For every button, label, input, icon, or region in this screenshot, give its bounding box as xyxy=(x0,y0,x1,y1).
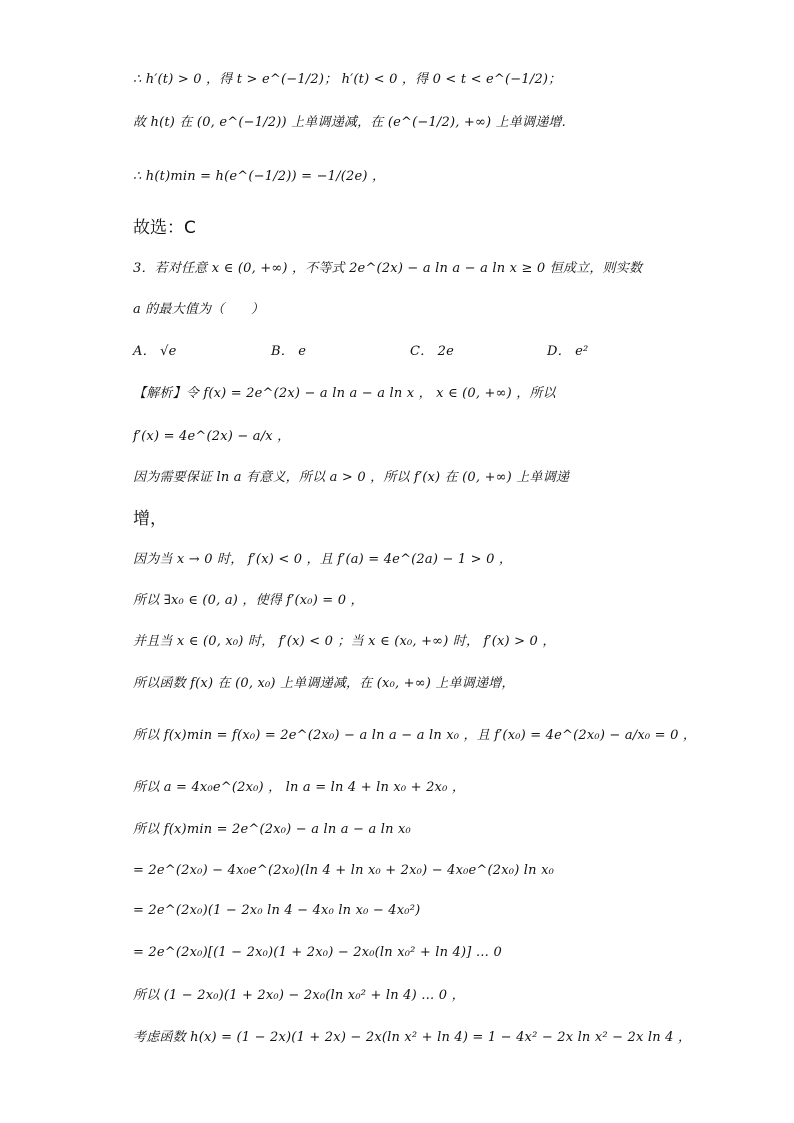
text-line: f′(x) = 4e^(2x) − a/x ， xyxy=(133,429,291,444)
text-line: 故 h(t) 在 (0, e^(−1/2)) 上单调递减，在 (e^(−1/2), +∞) 上单调递增. xyxy=(133,115,566,130)
text-line: 并且当 x ∈ (0, x₀) 时， f′(x) < 0 ；当 x ∈ (x₀, +∞) 时， f′(x) > 0 ， xyxy=(133,634,556,649)
text-line: 所以函数 f(x) 在 (0, x₀) 上单调递减，在 (x₀, +∞) 上单调递增， xyxy=(133,676,515,691)
equation-line: = 2e^(2x₀)(1 − 2x₀ ln 4 − 4x₀ ln x₀ − 4x₀²) xyxy=(133,903,421,918)
text-line: 因为当 x → 0 时， f′(x) < 0 ，且 f′(a) = 4e^(2a) − 1 > 0 ， xyxy=(133,552,513,567)
option-b: B． e xyxy=(271,344,307,359)
text-line: 考虑函数 h(x) = (1 − 2x)(1 + 2x) − 2x(ln x² + ln 4) = 1 − 4x² − 2x ln x² − 2x ln 4 ， xyxy=(133,1030,692,1045)
text-line: 所以 ∃x₀ ∈ (0, a) ，使得 f′(x₀) = 0 ， xyxy=(133,593,364,608)
text-line: 增， xyxy=(133,509,167,529)
text-line: 所以 f(x)min = f(x₀) = 2e^(2x₀) − a ln a − a ln x₀ ，且 f′(x₀) = 4e^(2x₀) − a/x₀ = 0 ， xyxy=(133,728,697,743)
text-line: 所以 a = 4x₀e^(2x₀) ， ln a = ln 4 + ln x₀ + 2x₀ ， xyxy=(133,780,466,795)
text-line: 所以 (1 − 2x₀)(1 + 2x₀) − 2x₀(ln x₀² + ln 4) … 0 ， xyxy=(133,988,465,1003)
text-line: 故选：C xyxy=(133,218,196,238)
text-line: 【解析】令 f(x) = 2e^(2x) − a ln a − a ln x ， x ∈ (0, +∞) ，所以 xyxy=(133,386,556,401)
text-line: ∴ h(t)min = h(e^(−1/2)) = −1/(2e) ， xyxy=(133,169,386,184)
text-line: ∴ h′(t) > 0 ，得 t > e^(−1/2)； h′(t) < 0 ，得 0 < t < e^(−1/2)； xyxy=(133,72,562,87)
equation-line: = 2e^(2x₀)[(1 − 2x₀)(1 + 2x₀) − 2x₀(ln x₀² + ln 4)] … 0 xyxy=(133,945,502,960)
text-line: 所以 f(x)min = 2e^(2x₀) − a ln a − a ln x₀ xyxy=(133,822,411,837)
question-line: 3．若对任意 x ∈ (0, +∞) ，不等式 2e^(2x) − a ln a − a ln x ≥ 0 恒成立，则实数 xyxy=(133,261,643,276)
option-c: C． 2e xyxy=(410,344,455,359)
equation-line: = 2e^(2x₀) − 4x₀e^(2x₀)(ln 4 + ln x₀ + 2x₀) − 4x₀e^(2x₀) ln x₀ xyxy=(133,863,555,878)
option-d: D． e² xyxy=(547,344,589,359)
option-a: A． √e xyxy=(133,344,177,359)
question-line: a 的最大值为（ ） xyxy=(133,302,265,317)
text-line: 因为需要保证 ln a 有意义，所以 a > 0 ，所以 f′(x) 在 (0, +∞) 上单调递 xyxy=(133,470,570,485)
